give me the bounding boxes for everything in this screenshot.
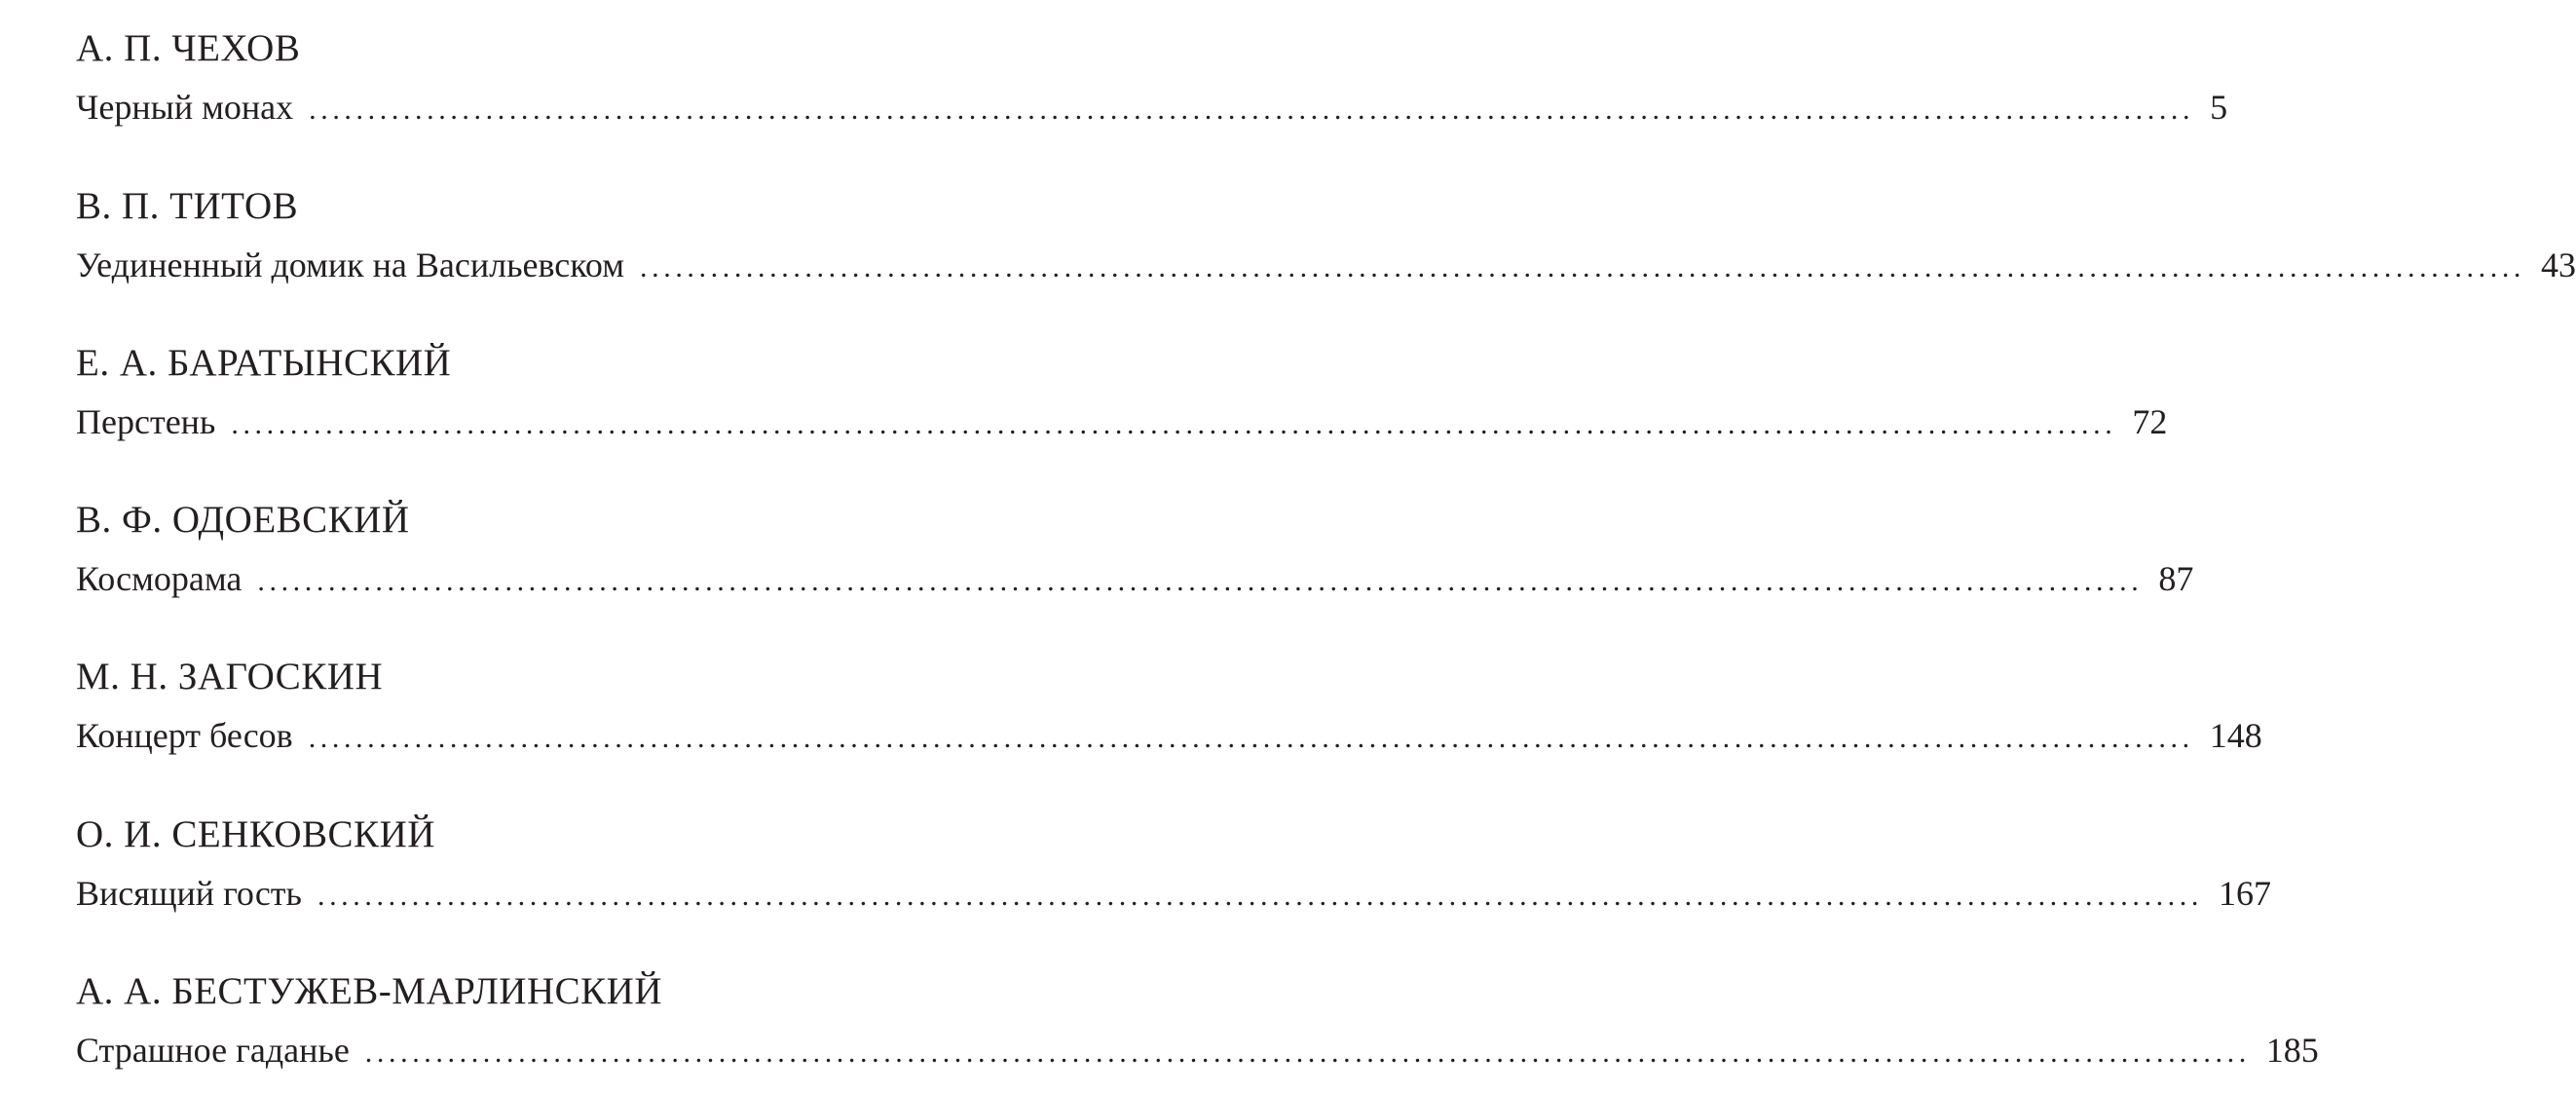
page-number: 43 [2541,245,2576,284]
toc-entry [76,969,2319,1070]
toc-line [76,399,2168,444]
author-name: Е. А. БАРАТЫНСКИЙ [76,342,452,384]
toc-line [76,1028,2319,1073]
dot-leader: ................................................................................................................................................................ [640,251,2526,283]
toc-entry [76,498,2194,598]
work-title: Висящий гость [76,874,302,913]
work-title: Косморама [76,559,243,598]
dot-leader: ................................................................................................................................................................ [364,1036,2251,1069]
author-name: А. А. БЕСТУЖЕВ-МАРЛИНСКИЙ [76,970,662,1012]
dot-leader: ................................................................................................................................................................ [308,722,2194,754]
work-title: Черный монах [76,88,294,127]
work-title: Концерт бесов [76,716,293,755]
toc-line [76,713,2262,758]
page-number: 72 [2132,402,2168,441]
page-number: 167 [2218,874,2271,913]
toc-line [76,871,2271,916]
dot-leader: ................................................................................................................................................................ [257,565,2144,597]
dot-leader: ................................................................................................................................................................ [231,408,2117,440]
work-title: Перстень [76,402,216,441]
page-number: 185 [2265,1031,2319,1070]
toc-line [76,85,2228,130]
author-name: В. Ф. ОДОЕВСКИЙ [76,499,410,541]
toc-entry [76,184,2576,284]
author-name: В. П. ТИТОВ [76,185,299,227]
page-number: 87 [2158,559,2194,598]
author-name: А. П. ЧЕХОВ [76,27,301,69]
author-name: О. И. СЕНКОВСКИЙ [76,813,435,855]
toc-entry [76,341,2168,441]
dot-leader: ................................................................................................................................................................ [309,94,2195,126]
dot-leader: ................................................................................................................................................................ [317,880,2203,912]
toc-entry [76,812,2271,913]
work-title: Страшное гаданье [76,1031,350,1070]
author-name: М. Н. ЗАГОСКИН [76,656,384,697]
toc-line [76,556,2194,601]
toc-entry [76,26,2228,127]
page-number: 148 [2209,716,2262,755]
toc-line [76,243,2576,287]
toc-entry [76,655,2262,755]
work-title: Уединенный домик на Васильевском [76,245,625,284]
page-number: 5 [2210,88,2228,127]
